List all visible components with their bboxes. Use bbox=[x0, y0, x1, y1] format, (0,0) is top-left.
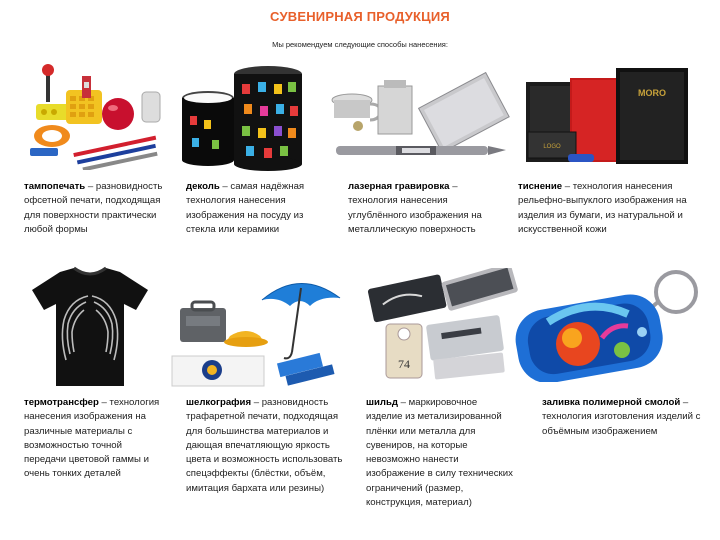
laser-engraving-image bbox=[328, 66, 516, 176]
decal-mugs-image bbox=[168, 60, 313, 175]
method-text: маркировочное изделие из метализированной плёнки или металла для сувениров, на которые невозможно нанести изображение в силу технических ограничений (размер, конструкция, материал) bbox=[366, 397, 513, 509]
method-name: термотрансфер bbox=[24, 397, 99, 408]
method-text: самая надёжная технология нанесения изображения на посуду из стекла или керамики bbox=[186, 181, 305, 235]
method-text: технология нанесения углублённого изображения на металлическую поверхность bbox=[348, 195, 482, 235]
method-description: термотрансфер – технология нанесения изображения на различные материалы с возможностью точной передачи цветовой гаммы и очень тонких деталей bbox=[24, 397, 160, 480]
pad-printing-image bbox=[22, 52, 164, 170]
svg-text:MORO: MORO bbox=[638, 88, 666, 98]
method-description: заливка полимерной смолой – технология изготовления изделий с объёмным изображением bbox=[542, 397, 701, 437]
thermo-transfer-image bbox=[20, 266, 160, 390]
method-name: тиснение bbox=[518, 181, 563, 192]
method-description: тиснение – технология нанесения рельефно-выпуклого изображения на изделия из бумаги, из натуральной и искусственной кожи bbox=[518, 181, 687, 235]
nameplate-image bbox=[364, 268, 520, 384]
silkscreen-image bbox=[170, 270, 348, 390]
method-text: технология нанесения рельефно-выпуклого изображения на изделия из бумаги, из натуральной и искусственной кожи bbox=[518, 181, 687, 235]
method-name: тампопечать bbox=[24, 181, 86, 192]
resin-keychain-image bbox=[512, 262, 708, 382]
method-text: разновидность трафаретной печати, подходящая для большинства материалов и дающая впечатляющую яркость цвета и возможность использовать спецэффекты (блёстки, объём, имитация бархата или резины) bbox=[186, 397, 343, 494]
method-description: тампопечать – разновидность офсетной печати, подходящая для поверхности практически любой формы bbox=[24, 181, 163, 235]
method-text: разновидность офсетной печати, подходящая для поверхности практически любой формы bbox=[24, 181, 163, 235]
svg-text:74: 74 bbox=[398, 357, 410, 371]
page-title: СУВЕНИРНАЯ ПРОДУКЦИЯ bbox=[270, 9, 450, 24]
method-name: шильд bbox=[366, 397, 398, 408]
method-description: деколь – самая надёжная технология нанесения изображения на посуду из стекла или керамики bbox=[186, 181, 305, 235]
method-description: шильд – маркировочное изделие из метализированной плёнки или металла для сувениров, на которые невозможно нанести изображение в силу технических ограничений (размер, конструкция, материал) bbox=[366, 397, 513, 509]
method-text: технология изготовления изделий с объёмным изображением bbox=[542, 411, 701, 437]
method-name: деколь bbox=[186, 181, 220, 192]
page-subtitle: Мы рекомендуем следующие способы нанесения: bbox=[272, 40, 448, 49]
method-description: шелкография – разновидность трафаретной печати, подходящая для большинства материалов и дающая впечатляющую яркость цвета и возможность использовать спецэффекты (блёстки, объём, имитация бархата или резины) bbox=[186, 397, 343, 494]
embossing-image bbox=[520, 62, 698, 174]
method-text: технология нанесения изображения на различные материалы с возможностью точной передачи цветовой гаммы и очень тонких деталей bbox=[24, 397, 160, 480]
method-description: лазерная гравировка – технология нанесения углублённого изображения на металлическую поверхность bbox=[348, 181, 482, 235]
method-name: заливка полимерной смолой bbox=[542, 397, 681, 408]
method-name: шелкография bbox=[186, 397, 252, 408]
method-name: лазерная гравировка bbox=[348, 181, 450, 192]
svg-text:LOGO: LOGO bbox=[543, 144, 561, 150]
